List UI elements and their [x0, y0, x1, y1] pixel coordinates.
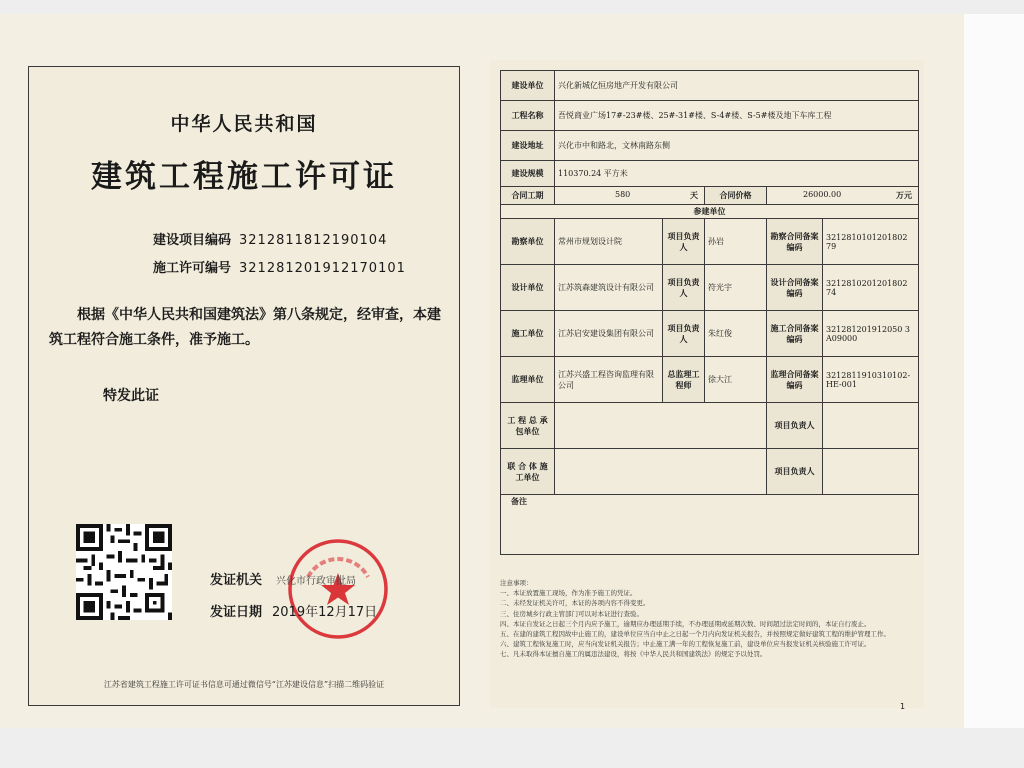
participant-role: 施工单位 — [501, 311, 555, 357]
permit-number-value: 321281201912170101 — [239, 261, 406, 276]
general-contractor-pm-value — [823, 403, 919, 449]
note-line: 五、在建的建筑工程因故中止施工的，建设单位应当自中止之日起一个月内向发证机关报告，并按照规定做好建筑工程的维护管理工作。 — [500, 630, 890, 639]
address-value: 兴化市中和路北，文林南路东侧 — [555, 131, 919, 161]
participant-person: 朱红俊 — [705, 311, 767, 357]
participant-person: 符光宇 — [705, 265, 767, 311]
price-unit: 万元 — [896, 190, 913, 200]
qr-code — [76, 524, 172, 620]
participant-record-label: 监理合同备案编码 — [767, 357, 823, 403]
participant-record: 3212810101201802 79 — [823, 219, 919, 265]
page-number: 1 — [900, 702, 906, 711]
participants-title: 参建单位 — [501, 205, 919, 219]
permit-details-page — [490, 60, 924, 711]
price-label: 合同价格 — [705, 187, 767, 205]
verification-footer: 江苏省建筑工程施工许可证书信息可通过微信号“江苏建设信息”扫描二维码验证 — [103, 680, 385, 689]
participant-record-label: 勘察合同备案编码 — [767, 219, 823, 265]
scale-value: 110370.24 平方米 — [555, 161, 919, 187]
joint-venture-pm-label: 项目负责人 — [767, 449, 823, 495]
participant-org: 江苏筑森建筑设计有限公司 — [555, 265, 663, 311]
issue-date-label: 发证日期 — [210, 605, 263, 620]
permit-front-page — [28, 66, 460, 706]
participant-person-role: 总监理工程师 — [663, 357, 705, 403]
project-name-value: 吾悦商业广场17#-23#楼、25#-31#楼、S-4#楼、S-5#楼及地下车库工程 — [555, 101, 919, 131]
address-label: 建设地址 — [501, 131, 555, 161]
scale-label: 建设规模 — [501, 161, 555, 187]
price-cell — [767, 187, 919, 205]
approval-statement: 根据《中华人民共和国建筑法》第八条规定，经审查，本建筑工程符合施工条件，准予施工。 — [49, 307, 441, 348]
participant-row — [501, 357, 919, 403]
issue-date-value: 2019年12月17日 — [272, 605, 378, 620]
notes-section — [500, 578, 914, 660]
participant-record: 3212810201201802 74 — [823, 265, 919, 311]
participant-org: 江苏启安建设集团有限公司 — [555, 311, 663, 357]
participant-role: 设计单位 — [501, 265, 555, 311]
general-contractor-pm-label: 项目负责人 — [767, 403, 823, 449]
participant-row — [501, 265, 919, 311]
joint-venture-pm-value — [823, 449, 919, 495]
participant-role: 勘察单位 — [501, 219, 555, 265]
certificate-title: 建筑工程施工许可证 — [91, 159, 397, 195]
participant-row — [501, 219, 919, 265]
duration-cell — [555, 187, 705, 205]
build-unit-label: 建设单位 — [501, 71, 555, 101]
build-unit-value: 兴化新城亿恒房地产开发有限公司 — [555, 71, 919, 101]
issuing-authority-row — [210, 569, 356, 588]
country-heading: 中华人民共和国 — [170, 113, 318, 135]
note-line: 二、未经发证机关许可，本证的各项内容不得变更。 — [500, 599, 650, 608]
project-code-value: 3212811812190104 — [239, 233, 388, 248]
remarks-label: 备注 — [511, 497, 527, 506]
participant-person-role: 项目负责人 — [663, 265, 705, 311]
duration-label: 合同工期 — [501, 187, 555, 205]
note-line: 一、本证放置施工现场，作为准予施工的凭证。 — [500, 589, 637, 598]
participant-person: 孙岩 — [705, 219, 767, 265]
participant-row — [501, 311, 919, 357]
participant-record: 3212811910310102-HE-001 — [823, 357, 919, 403]
permit-details-table — [500, 70, 919, 555]
project-name-label: 工程名称 — [501, 101, 555, 131]
participant-person-role: 项目负责人 — [663, 311, 705, 357]
duration-unit: 天 — [690, 190, 698, 200]
certificate-photo — [0, 14, 964, 728]
permit-number-row — [153, 257, 406, 276]
price-value: 26000.00 — [803, 190, 842, 199]
note-line: 三、住房城乡行政主管部门可以对本证进行查验。 — [500, 609, 643, 618]
scan-margin — [964, 14, 1024, 728]
note-line: 七、凡未取得本证擅自施工的属违法建设，将按《中华人民共和国建筑法》的规定予以处罚。 — [500, 650, 767, 659]
participant-record-label: 施工合同备案编码 — [767, 311, 823, 357]
issue-date-row — [210, 601, 377, 620]
permit-number-label: 施工许可编号 — [153, 261, 232, 276]
issuing-authority-value: 兴化市行政审批局 — [276, 576, 357, 587]
project-code-row — [153, 229, 387, 248]
note-line: 六、建筑工程恢复施工时，应当向发证机关报告；中止施工满一年的工程恢复施工前，建设单位应当报发证机关核验施工许可证。 — [500, 640, 871, 649]
note-line: 四、本证自发证之日起三个月内应予施工，逾期应办理延期手续，不办理延期或延期次数、时间超过法定时间的，本证自行废止。 — [500, 619, 871, 628]
participant-record: 321281201912050 3A09000 — [823, 311, 919, 357]
joint-venture-label: 联 合 体 施工单位 — [501, 449, 555, 495]
remarks-cell — [501, 495, 919, 555]
participant-role: 监理单位 — [501, 357, 555, 403]
participant-record-label: 设计合同备案编码 — [767, 265, 823, 311]
participant-person: 徐大江 — [705, 357, 767, 403]
project-code-label: 建设项目编码 — [153, 233, 232, 248]
general-contractor-label: 工 程 总 承包单位 — [501, 403, 555, 449]
general-contractor-value — [555, 403, 767, 449]
joint-venture-value — [555, 449, 767, 495]
special-issue-text: 特发此证 — [103, 388, 159, 404]
participant-org: 江苏兴盛工程咨询监理有限公司 — [555, 357, 663, 403]
issuing-authority-label: 发证机关 — [210, 573, 263, 588]
note-line: 注意事项： — [500, 579, 533, 587]
participant-person-role: 项目负责人 — [663, 219, 705, 265]
duration-value: 580 — [615, 190, 631, 199]
participant-org: 常州市规划设计院 — [555, 219, 663, 265]
official-seal — [286, 537, 390, 641]
